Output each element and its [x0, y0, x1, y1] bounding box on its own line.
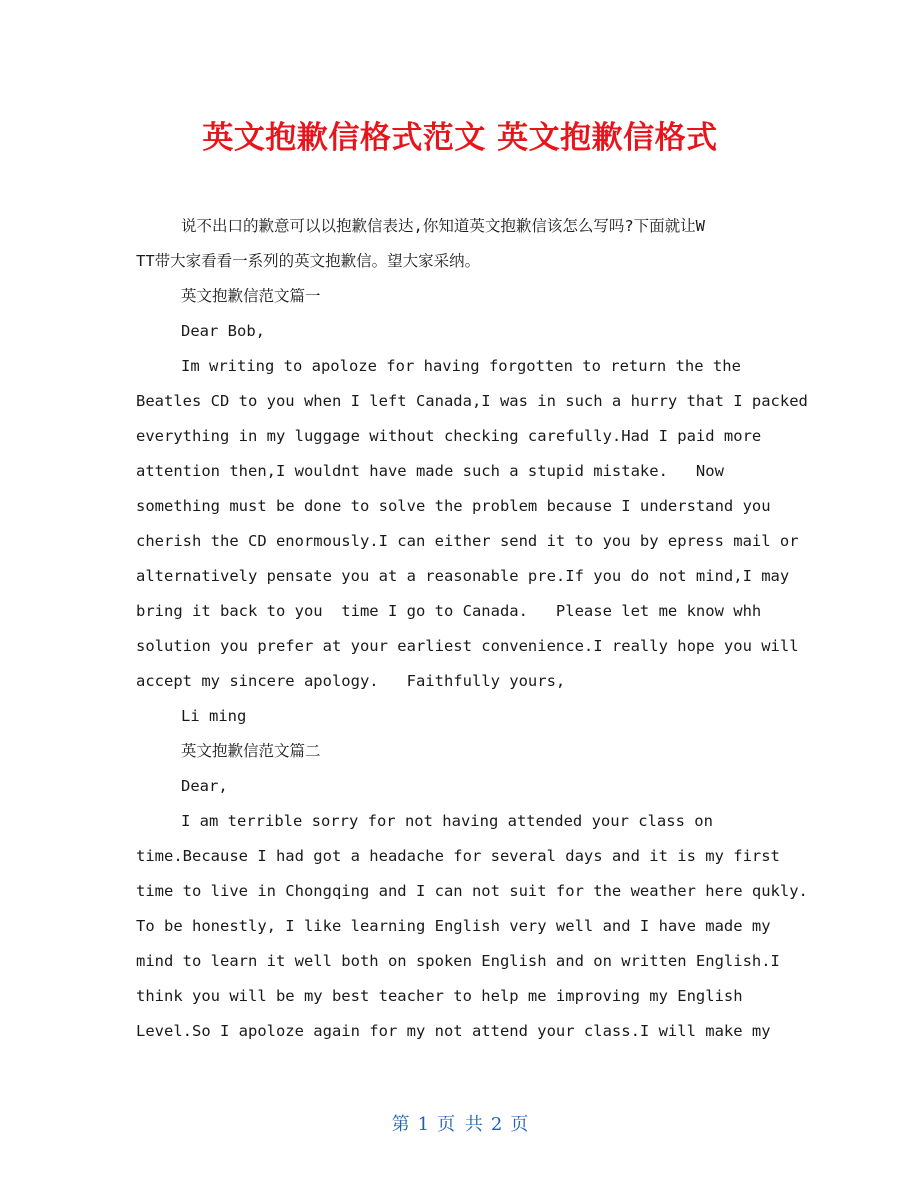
text-line: cherish the CD enormously.I can either send it to you by epress mail or	[136, 532, 799, 550]
text-line: I am terrible sorry for not having attended your class on	[181, 812, 713, 830]
footer-label-page: 第	[391, 1114, 410, 1135]
text-line: everything in my luggage without checking carefully.Had I paid more	[136, 427, 762, 445]
text-line: Beatles CD to you when I left Canada,I was in such a hurry that I packed	[136, 392, 808, 410]
text-line: accept my sincere apology. Faithfully yours,	[136, 672, 566, 690]
text-line: time.Because I had got a headache for several days and it is my first	[136, 847, 780, 865]
text-line: time to live in Chongqing and I can not suit for the weather here qukly.	[136, 882, 808, 900]
text-line: TT带大家看看一系列的英文抱歉信。望大家采纳。	[136, 252, 481, 270]
footer-label-of: 页 共	[437, 1114, 483, 1135]
text-line: bring it back to you time I go to Canada. Please let me know whh	[136, 602, 762, 620]
page-number-footer	[0, 1110, 920, 1136]
salutation: Dear Bob,	[181, 322, 265, 340]
text-line: 说不出口的歉意可以以抱歉信表达,你知道英文抱歉信该怎么写吗?下面就让W	[181, 217, 705, 235]
section-heading: 英文抱歉信范文篇一	[181, 287, 321, 305]
section-heading: 英文抱歉信范文篇二	[181, 742, 321, 760]
footer-total-pages: 2	[490, 1114, 503, 1135]
text-line: think you will be my best teacher to help me improving my English	[136, 987, 743, 1005]
text-line: alternatively pensate you at a reasonable pre.If you do not mind,I may	[136, 567, 790, 585]
salutation: Dear,	[181, 777, 228, 795]
document-body	[136, 209, 808, 1049]
footer-label-end: 页	[510, 1114, 529, 1135]
signature: Li ming	[181, 707, 247, 725]
text-line: mind to learn it well both on spoken English and on written English.I	[136, 952, 780, 970]
text-line: solution you prefer at your earliest convenience.I really hope you will	[136, 637, 799, 655]
text-line: To be honestly, I like learning English very well and I have made my	[136, 917, 771, 935]
text-line: something must be done to solve the problem because I understand you	[136, 497, 771, 515]
text-line: Im writing to apoloze for having forgotten to return the the	[181, 357, 741, 375]
text-line: attention then,I wouldnt have made such a stupid mistake. Now	[136, 462, 724, 480]
footer-current-page: 1	[417, 1114, 430, 1135]
text-line: Level.So I apoloze again for my not attend your class.I will make my	[136, 1022, 771, 1040]
document-title: 英文抱歉信格式范文 英文抱歉信格式	[202, 120, 718, 156]
